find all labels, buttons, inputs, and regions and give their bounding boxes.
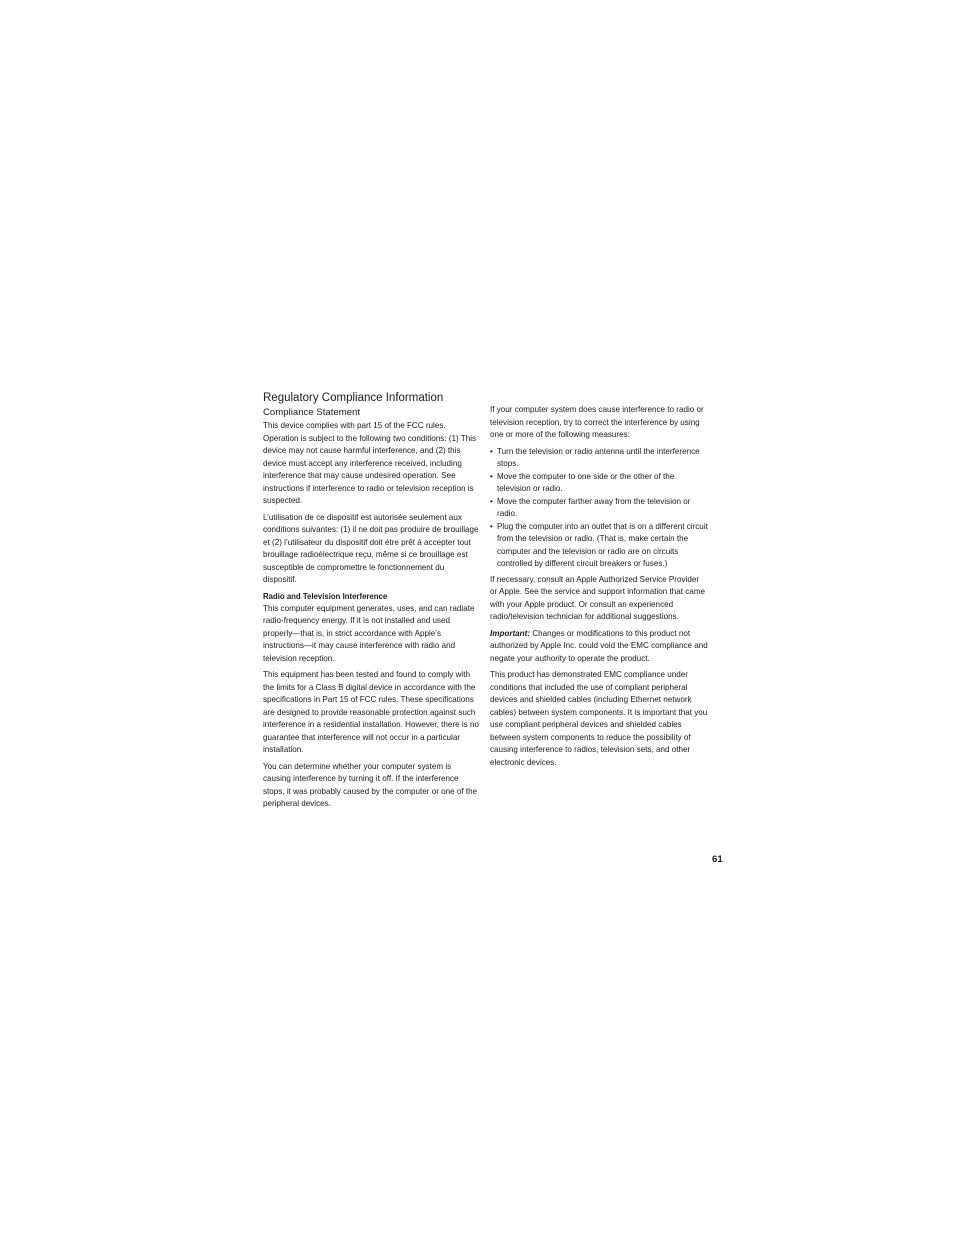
emc-paragraph: This product has demonstrated EMC compliance under conditions that included the use of compliant peripheral devices and shielded cables (including Ethernet network cables) between system components. It is important that you use compliant peripheral devices and shielded cables between system components to reduce the possibility of causing interference to radios, television sets, and other electronic devices. xyxy=(490,670,708,767)
radio-paragraph-1: This computer equipment generates, uses, and can radiate radio-frequency energy. If it is not installed and used properly—that is, in strict accordance with Apple’s instructions—it may cause interference with radio and television reception. xyxy=(263,603,475,663)
compliance-paragraph-english: This device complies with part 15 of the FCC rules. Operation is subject to the following two conditions: (1) This device may not cause harmful interference, and (2) this device must accept any interference received, including interference that may cause undesired operation. See instructions if interference to radio or television reception is suspected. xyxy=(263,421,477,505)
bullet-glyph: • xyxy=(490,521,493,531)
radio-paragraph-3: You can determine whether your computer system is causing interference by turning it off. If the interference stops, it was probably caused by the computer or one of the peripheral devices. xyxy=(263,761,478,808)
list-item xyxy=(490,521,708,571)
bullet-glyph: • xyxy=(490,496,493,506)
compliance-statement-heading: Compliance Statement xyxy=(263,407,361,418)
page-title: Regulatory Compliance Information xyxy=(263,391,444,404)
important-paragraph xyxy=(490,628,708,666)
measures-list xyxy=(490,446,708,571)
left-column xyxy=(263,405,479,815)
list-item-text: Move the computer to one side or the other of the television or radio. xyxy=(497,471,675,493)
compliance-paragraph-french: L’utilisation de ce dispositif est autorisée seulement aux conditions suivantes: (1) il ne doit pas produire de brouillage et (2) l’utilisateur du dispositif doit étre prêt à accepter tout brouillage radioélectrique reçu, même si ce brouillage est susceptible de compromettre le fonctionnement du dispositif. xyxy=(263,512,479,584)
important-label: Important: xyxy=(490,628,531,638)
list-item xyxy=(490,471,708,496)
list-item-text: Move the computer farther away from the television or radio. xyxy=(497,496,691,518)
right-column xyxy=(490,405,708,773)
interference-intro-paragraph: If your computer system does cause interference to radio or television reception, try to correct the interference by using one or more of the following measures: xyxy=(490,405,704,439)
radio-paragraph-2: This equipment has been tested and found to comply with the limits for a Class B digital device in accordance with the specifications in Part 15 of FCC rules. These specifications are designed to provide reasonable protection against such interference in a residential installation. However, there is no guarantee that interference will not occur in a particular installation. xyxy=(263,670,479,754)
list-item-text: Plug the computer into an outlet that is on a different circuit from the television or radio. (That is, make certain the computer and the television or radio are on circuits controlled by different circuit breakers or fuses.) xyxy=(497,521,708,568)
radio-tv-interference-heading: Radio and Television Interference xyxy=(263,591,388,601)
bullet-glyph: • xyxy=(490,446,493,456)
list-item xyxy=(490,496,708,521)
consult-paragraph: If necessary, consult an Apple Authorized Service Provider or Apple. See the service and support information that came with your Apple product. Or consult an experienced radio/television technician for additional suggestions. xyxy=(490,574,706,621)
bullet-glyph: • xyxy=(490,471,493,481)
list-item xyxy=(490,446,708,471)
list-item-text: Turn the television or radio antenna until the interference stops. xyxy=(497,446,700,468)
page-number: 61 xyxy=(712,854,723,865)
important-text: Changes or modifications to this product not authorized by Apple Inc. could void the EMC compliance and negate your authority to operate the product. xyxy=(490,628,708,663)
